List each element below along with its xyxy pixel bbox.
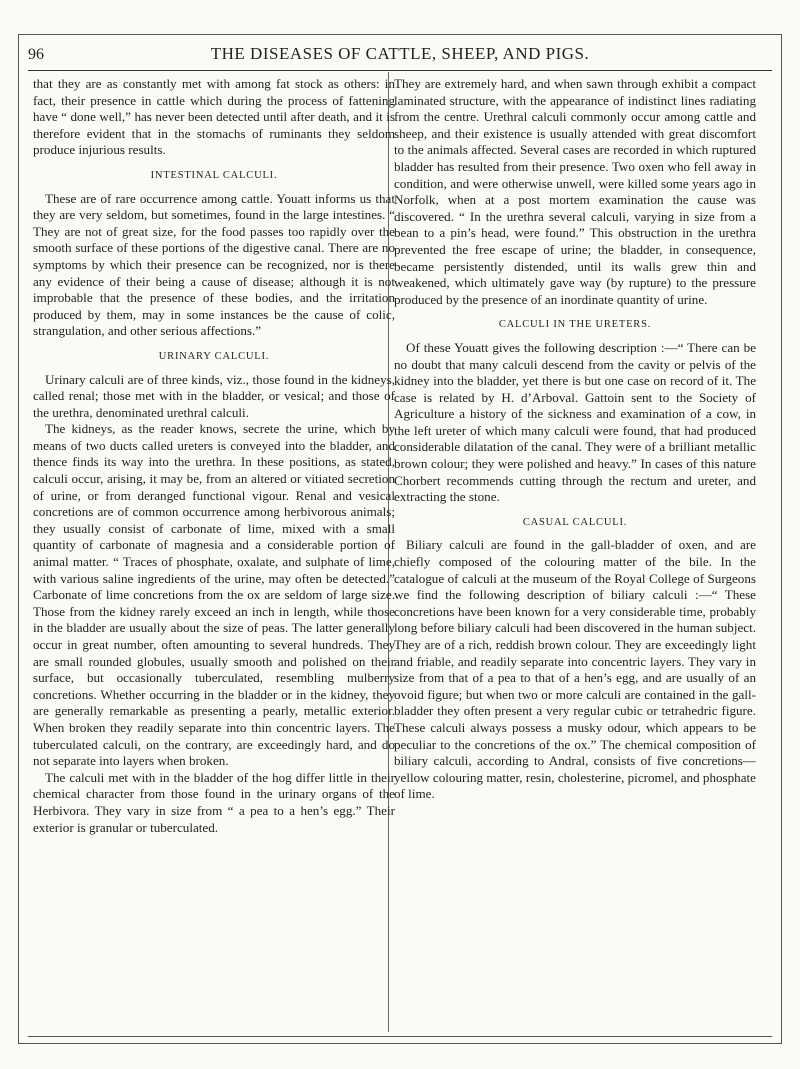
section-heading-urinary-calculi: URINARY CALCULI. xyxy=(158,350,270,362)
section-heading-calculi-in-ureters: CALCULI IN THE URETERS. xyxy=(498,319,652,331)
page-header xyxy=(28,42,772,70)
paragraph: The kidneys, as the reader knows, secrete the urine, which by means of two ducts called ureters is conveyed into the bladder, and thence finds its way into the urethra. In these positions, as stated, calculi occur, arising, it may be, from an altered or vitiated secretion of urine, or from deranged functional vigour. Renal and vesical concretions are of common occurrence among herbivorous animals; they usually consist of carbonate of lime, mixed with a small quantity of carbonate of magnesia and a considerable portion of animal matter. “ Traces of phosphate, oxalate, and sulphate of lime, with various saline ingredients of the urine, may often be detected.” Carbonate of lime concretions from the ox are seldom of large size. Those from the kidney rarely exceed an inch in length, while those in the bladder are usually about the size of peas. The latter generally occur in great number, often amounting to several hundreds. They are small rounded globules, usually smooth and polished on their surface, but occasionally tuberculated, resembling mulberry concretions. Whether occurring in the bladder or in the kidney, they are generally remarkable as presenting a pearly, metallic exterior. When broken they readily separate into thin concentric layers. The tuberculated calculi, on the contrary, are exceedingly hard, and do not separate into layers when broken. xyxy=(33,421,395,769)
page-number: 96 xyxy=(28,46,44,63)
header-rule xyxy=(28,70,772,71)
paragraph: that they are as constantly met with among fat stock as others: in fact, their presence in cattle which during the process of fattening have “ done well,” has never been detected until after death, and it is therefore evident that in the stomachs of ruminants they seldom produce injurious results. xyxy=(33,76,395,158)
paragraph: They are extremely hard, and when sawn through exhibit a compact laminated structure, with the appearance of indistinct lines radiating from the centre. Urethral calculi commonly occur among cattle and sheep, and their existence is usually attended with great discomfort to the animals affected. Several cases are recorded in which ruptured bladder has resulted from their presence. Two oxen who fell away in condition, and were otherwise unwell, were killed some years ago in Norfolk, when at a post mortem examination the cause was discovered. “ In the urethra several calculi, varying in size from a bean to a pin’s head, were found.” This obstruction in the urethra prevented the free escape of urine; the bladder, in consequence, became persistently distended, until its walls grew thin and weakened, which ultimately gave way (by rupture) to the pressure produced by the presence of an inordinate quantity of urine. xyxy=(394,76,756,307)
paragraph: Urinary calculi are of three kinds, viz., those found in the kidneys, called renal; those met with in the bladder, or vesical; and those of the urethra, denominated urethral calculi. xyxy=(33,371,395,420)
paragraph: These are of rare occurrence among cattle. Youatt informs us that they are very seldom, but sometimes, found in the large intestines. “ They are not of great size, for the food passes too rapidly over the smooth surface of these portions of the digestive canal. There are no symptoms by which their presence can be recognized, nor is there any evidence of their being a cause of disease; although it is not improbable that the presence of these bodies, and the irritation produced by them, may in some instances be the cause of colic, strangulation, and other serious affections.” xyxy=(33,190,395,339)
paragraph: Of these Youatt gives the following description :—“ There can be no doubt that many calculi descend from the cavity or pelvis of the kidney into the bladder, yet there is but one case on record of it. The case is related by H. d’Arboval. Gattoin sent to the Society of Agriculture a history of the sickness and examination of a cow, in the left ureter of which many calculi were found, that had produced considerable dilatation of the canal. They were of a brilliant metallic brown colour; they were polished and heavy.” In cases of this nature Chorbert recommends cutting through the rectum and ureter, and extracting the stone. xyxy=(394,339,756,505)
running-title: THE DISEASES OF CATTLE, SHEEP, AND PIGS. xyxy=(210,44,590,63)
paragraph: Biliary calculi are found in the gall-bladder of oxen, and are chiefly composed of the colouring matter of the bile. In the catalogue of calculi at the museum of the Royal College of Surgeons we find the following description of biliary calculi :—“ These concretions have been known for a very considerable time, probably long before biliary calculi had been discovered in the human subject. They are of a rich, reddish brown colour. They are exceedingly light and friable, and readily separate into concentric layers. They vary in size from that of a pea to that of a hen’s egg, and are usually of an ovoid figure; but when two or more calculi are contained in the gall-bladder they often present a very regular cubic or tetrahedric figure. These calculi always possess a musky odour, which appears to be peculiar to the concretions of the ox.” The chemical composition of biliary calculi, according to Andral, consists of five concretions—yellow colouring matter, resin, cholesterine, picromel, and phosphate of lime. xyxy=(394,537,756,802)
section-heading-casual-calculi: CASUAL CALCULI. xyxy=(522,516,628,528)
bottom-rule xyxy=(28,1036,772,1037)
left-column xyxy=(33,76,395,836)
paragraph: The calculi met with in the bladder of the hog differ little in their chemical character from those found in the urinary organs of the Herbivora. They vary in size from “ a pea to a hen’s egg.” Their exterior is granular or tuberculated. xyxy=(33,769,395,835)
section-heading-intestinal-calculi: INTESTINAL CALCULI. xyxy=(150,169,278,181)
right-column xyxy=(394,76,756,803)
